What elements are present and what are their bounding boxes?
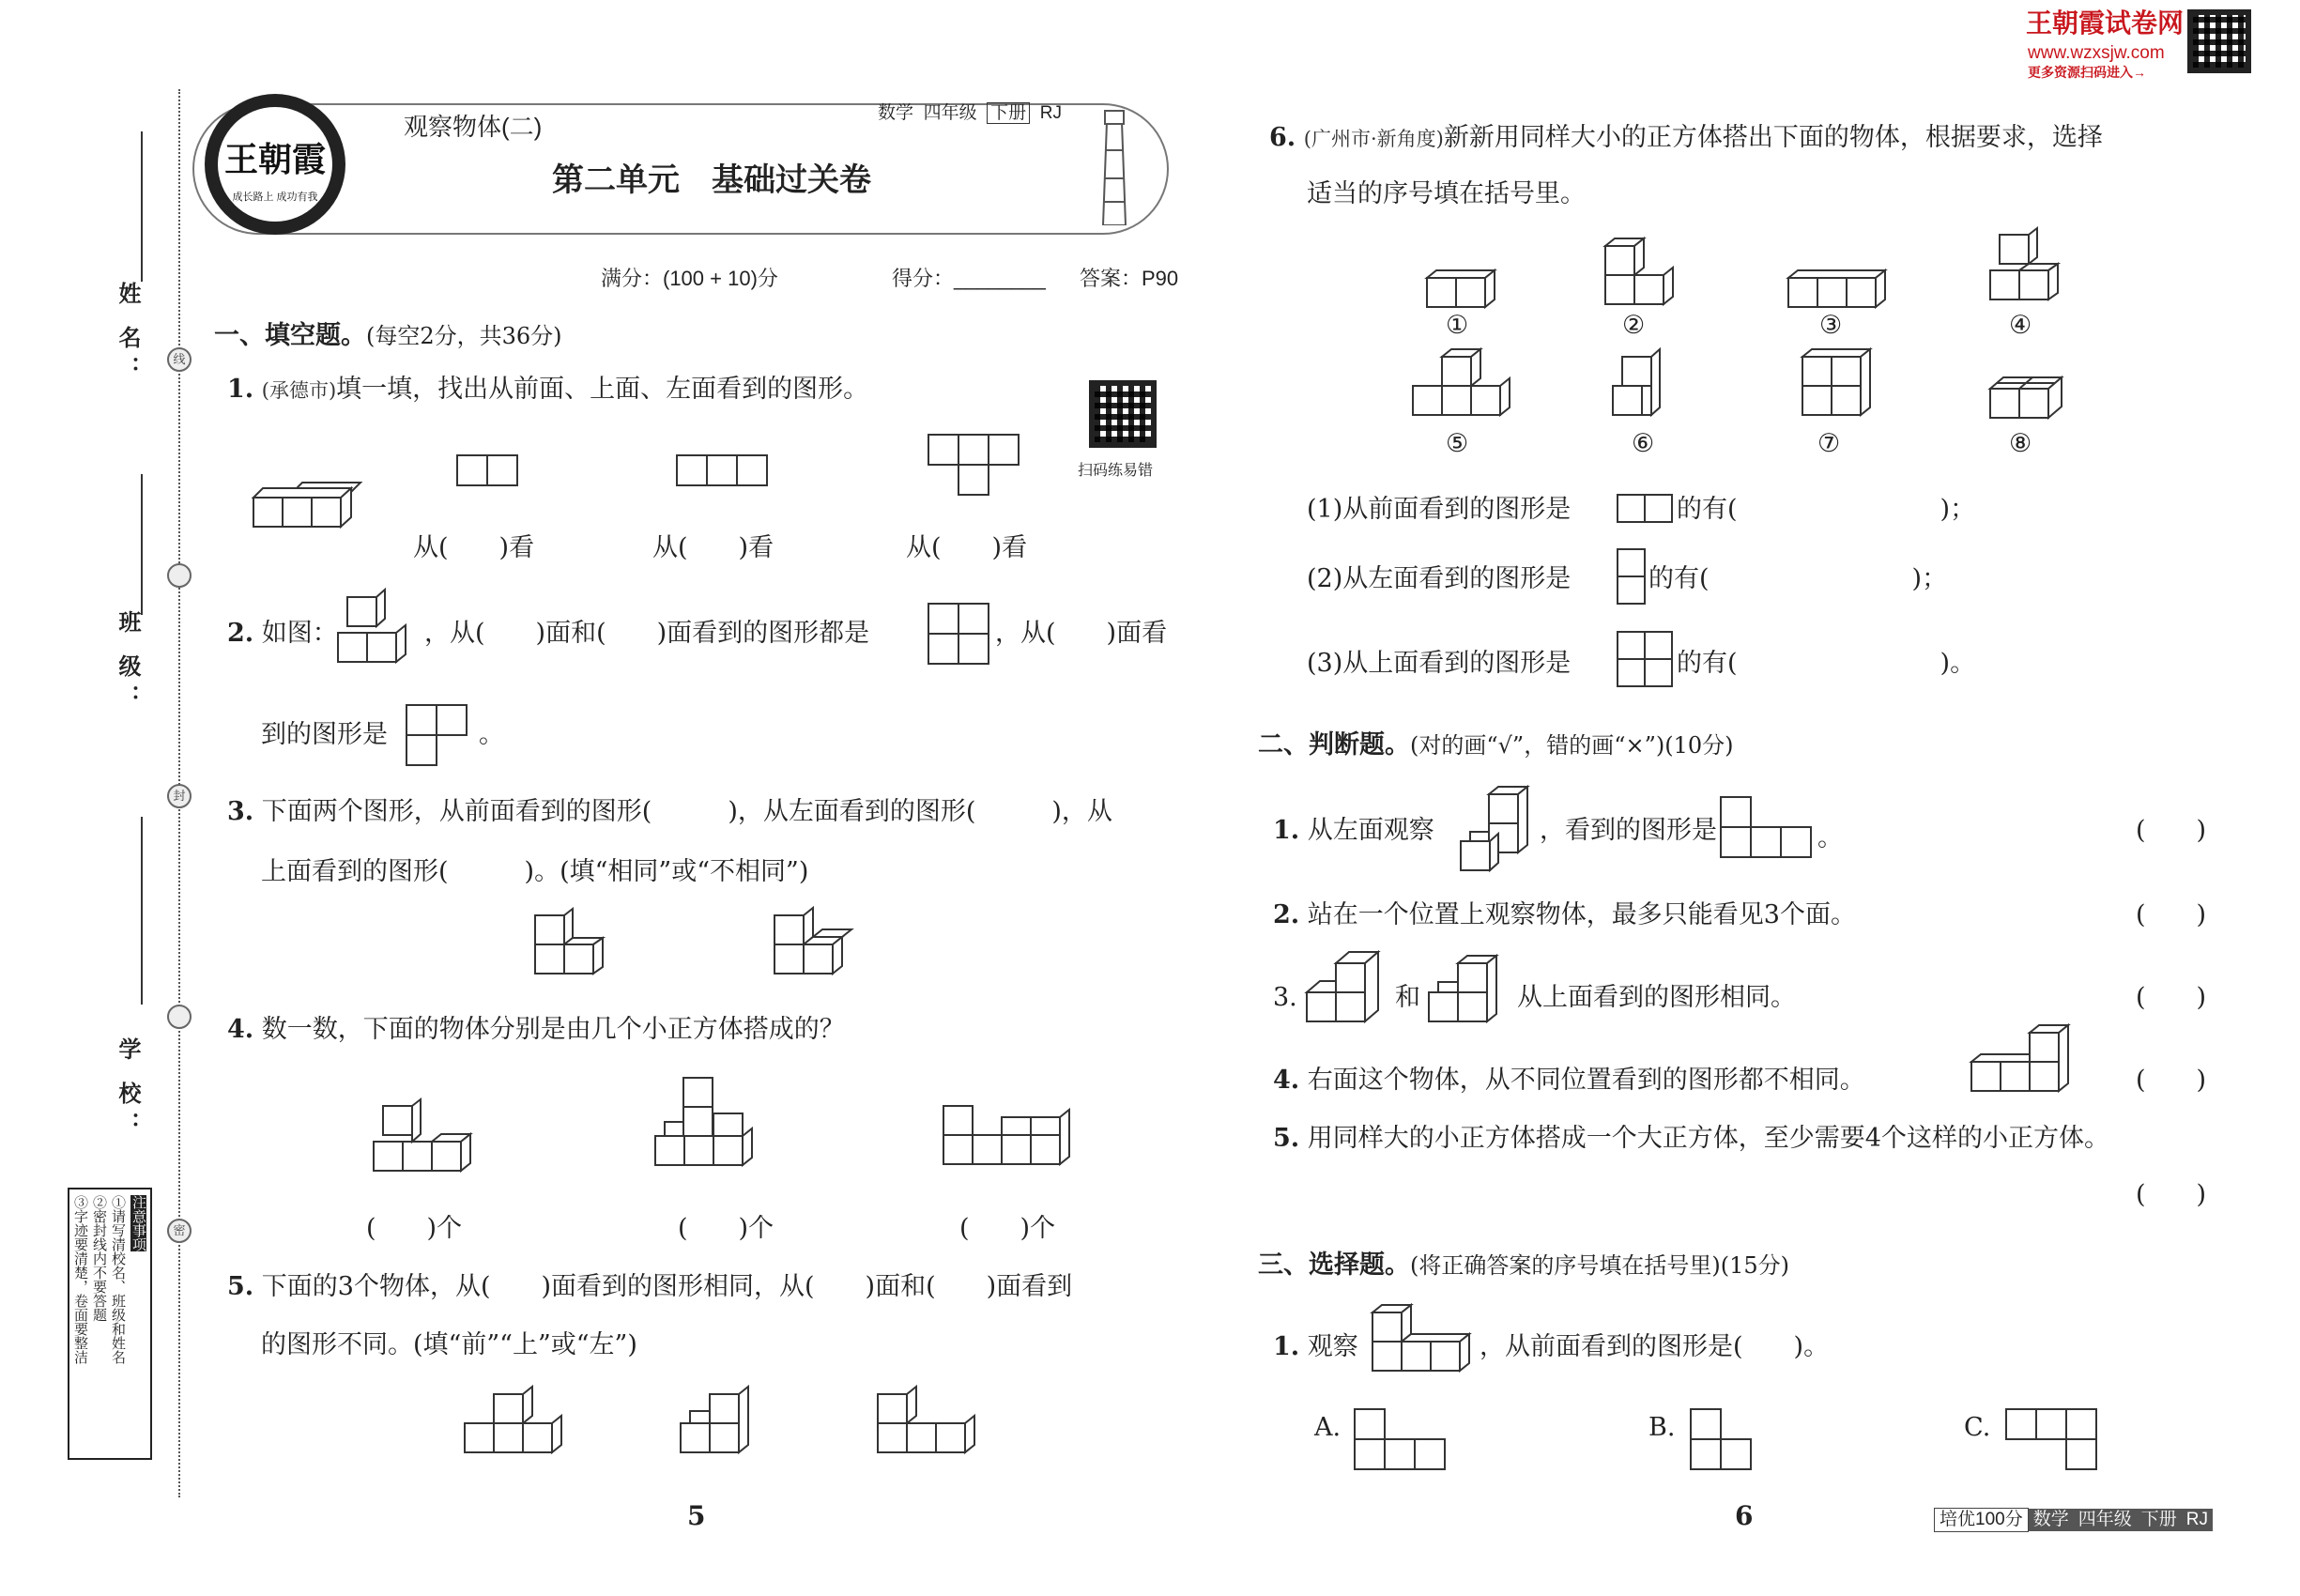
q6-label-5: ⑤ [1446,429,1469,458]
meta-subject: 数学 [878,103,914,123]
logo-text: 王朝霞 [223,140,326,179]
s2-q3-mid: 和 [1395,983,1420,1012]
s2-q4-cube-object-icon [1971,1025,2075,1104]
q4-text: 4. 数一数，下面的物体分别是由几个小正方体搭成的？ [227,1015,845,1044]
page-title: 第二单元 基础过关卷 [552,162,871,198]
q6-object-1-icon [1427,269,1502,315]
s2-q5: 5. 用同样大的小正方体搭成一个大正方体，至少需要4个这样的小正方体。 [1273,1124,2109,1153]
footer-series: 培优100分 [1934,1508,2029,1532]
binding-circle-icon [167,563,192,588]
q1-view-three-squares [676,454,768,488]
s2-q1-a: 1. 从左面观察 [1273,816,1434,845]
q4-blank-1[interactable]: ( )个 [366,1214,463,1243]
s2-q2: 2. 站在一个位置上观察物体，最多只能看见3个面。 [1273,900,1856,929]
q6-label-8: ⑧ [2009,429,2032,458]
section1-title: 一、填空题。(每空2分，共36分) [214,321,562,349]
school-writing-line [141,817,143,1005]
q5-line1[interactable]: 5. 下面的3个物体，从( )面看到的图形相同，从( )面和( )面看到 [227,1272,1073,1301]
footer-volume: 下册 [2137,1509,2182,1531]
q1-cube-object-icon [253,486,366,543]
q6-object-6-icon [1613,357,1679,432]
site-qr-code-icon[interactable] [2187,9,2251,73]
q6-line2: 适当的序号填在括号里。 [1307,179,1586,208]
s2-q1-answer[interactable]: ( ) [2136,816,2207,845]
q2-cube-object-icon [338,595,415,670]
q6-line1: 6. (广州市·新角度)新新用同样大小的正方体搭出下面的物体，根据要求，选择 [1269,123,2103,152]
q4-blank-3[interactable]: ( )个 [959,1214,1056,1243]
q6-object-3-icon [1788,269,1892,315]
q5-line2: 的图形不同。(填“前”“上”或“左”) [261,1330,637,1359]
page-number-left: 5 [687,1500,706,1531]
s3-q1-b[interactable]: ，从前面看到的图形是( )。 [1480,1332,1830,1361]
name-label: 姓 名： [115,282,140,386]
q3-line1[interactable]: 3. 下面两个图形，从前面看到的图形( )，从左面看到的图形( )，从 [227,797,1112,826]
notice-item-1: ①请写清校名、班级和姓名 [110,1195,127,1364]
answer-ref: 答案：P90 [1080,267,1179,290]
qr-caption: 扫码练易错 [1078,461,1154,479]
site-url[interactable]: www.wzxsjw.com [2028,43,2165,63]
header-meta [878,98,1062,130]
section2-title: 二、判断题。(对的画“√”，错的画“×”)(10分) [1258,730,1734,759]
full-score: 满分：(100 + 10)分 [601,267,778,290]
notice-item-2: ②密封线内不要答题 [91,1195,108,1322]
q2-text-b[interactable]: ，从( )面和( )面看到的图形都是 [424,619,870,648]
notice-box [68,1188,152,1460]
s2-q2-answer[interactable]: ( ) [2136,900,2207,929]
section3-title: 三、选择题。(将正确答案的序号填在括号里)(15分) [1258,1251,1789,1279]
q2-view-square-2x2 [928,603,991,667]
s3-q1-cube-object-icon [1372,1305,1476,1384]
meta-edition: RJ [1039,103,1062,123]
header-topic: 观察物体(二) [404,113,543,141]
q6-label-7: ⑦ [1817,429,1841,458]
q1: 1. (承德市)填一填，找出从前面、上面、左面看到的图形。 [227,375,869,404]
s3-option-c[interactable]: C. [1964,1413,1991,1442]
q6-object-8-icon [1990,376,2069,432]
q1-view-t-shape [928,434,1021,498]
s2-q1-cube-object-icon [1461,787,1536,877]
s2-q3-num: 3. [1273,983,1297,1012]
q6-sub1-a: (1)从前面看到的图形是 [1307,495,1572,524]
q4-cube-object-b-icon [655,1078,777,1185]
q5-cube-object-c-icon [878,1394,990,1469]
s3-option-a[interactable]: A. [1314,1413,1342,1442]
q6-label-1: ① [1446,311,1469,340]
q5-cube-object-b-icon [681,1394,774,1469]
s2-q5-answer[interactable]: ( ) [2136,1180,2207,1209]
q5-cube-object-a-icon [465,1394,568,1469]
q2-text-d: 到的图形是 [261,720,388,749]
class-writing-line [141,474,143,615]
footer-grade: 四年级 [2074,1509,2137,1531]
meta-grade: 四年级 [923,103,977,123]
q2-line1: 2. 如图： [227,619,338,648]
lighthouse-icon [1094,103,1135,225]
s2-q3-cube-object-b-icon [1429,956,1513,1035]
brand-logo [205,94,345,235]
q6-label-3: ③ [1819,311,1843,340]
s2-q4-answer[interactable]: ( ) [2136,1066,2207,1095]
q6-sub3-a: (3)从上面看到的图形是 [1307,649,1572,678]
q6-sub1-view-icon [1617,494,1673,526]
q6-sub1-b[interactable]: 的有( )； [1677,495,1976,524]
q6-object-5-icon [1413,357,1510,432]
q6-sub2-a: (2)从左面看到的图形是 [1307,564,1572,593]
q3-cube-object-a-icon [535,915,610,990]
s3-option-b[interactable]: B. [1648,1413,1676,1442]
q2-view-l-shape [406,704,469,768]
binding-mark-feng: 封 [167,784,192,808]
notice-title: 注意事项 [130,1195,147,1251]
s2-q3-text: 从上面看到的图形相同。 [1517,983,1796,1012]
notice-item-3: ③字迹要清楚，卷面要整洁 [72,1195,89,1364]
score-field[interactable]: 得分：________ [892,267,1046,290]
q1-blank-3[interactable]: 从( )看 [906,533,1028,562]
footer-tag [1934,1508,2213,1530]
s2-q1-c: 。 [1817,823,1843,852]
q6-label-6: ⑥ [1632,429,1655,458]
q6-object-2-icon [1605,238,1680,315]
footer-subject: 数学 [2029,1509,2074,1531]
q1-view-two-squares [456,454,518,488]
s2-q4: 4. 右面这个物体，从不同位置看到的图形都不相同。 [1273,1066,1865,1095]
name-writing-line [141,131,143,282]
logo-slogan: 成长路上 成功有我 [232,192,318,203]
q2-text-c[interactable]: ，从( )面看 [995,619,1168,648]
footer-edition: RJ [2182,1509,2213,1531]
binding-mark-xian: 线 [167,347,192,372]
q4-blank-2[interactable]: ( )个 [678,1214,774,1243]
q6-sub2-view-icon [1617,548,1647,608]
s3-option-a-view-icon[interactable] [1354,1408,1448,1472]
s2-q3-answer[interactable]: ( ) [2136,983,2207,1012]
site-name: 王朝霞试卷网 [2026,8,2185,38]
s2-q3-cube-object-a-icon [1307,956,1391,1035]
school-label: 学 校： [115,1037,140,1142]
q6-sub2-b[interactable]: 的有( )； [1648,564,1948,593]
q1-blank-1[interactable]: 从( )看 [413,533,535,562]
q6-sub3-view-icon [1617,631,1675,691]
q6-object-4-icon [1990,235,2069,314]
q6-object-7-icon [1802,357,1874,432]
q6-label-2: ② [1622,311,1646,340]
q3-cube-object-b-icon [774,915,853,990]
q4-cube-object-a-icon [374,1106,477,1185]
meta-volume: 下册 [987,102,1030,124]
q3-line2[interactable]: 上面看到的图形( )。(填“相同”或“不相同”) [261,857,809,886]
page-number-right: 6 [1735,1500,1754,1531]
site-slogan: 更多资源扫码进入→ [2028,65,2146,80]
q2-text-e: 。 [479,720,504,749]
s3-option-b-view-icon[interactable] [1690,1408,1754,1472]
q6-label-4: ④ [2009,311,2032,340]
binding-mark-mi: 密 [167,1219,192,1243]
s3-option-c-view-icon[interactable] [2005,1408,2099,1472]
qr-code-icon[interactable] [1089,380,1157,448]
class-label: 班 级： [115,610,140,714]
s2-q1-b: ，看到的图形是 [1540,816,1717,845]
q1-blank-2[interactable]: 从( )看 [652,533,774,562]
s3-q1-a: 1. 观察 [1273,1332,1358,1361]
s2-q1-view-icon [1720,796,1814,860]
q4-cube-object-c-icon [943,1106,1075,1185]
q6-sub3-b[interactable]: 的有( )。 [1677,649,1976,678]
binding-circle-icon [167,1005,192,1029]
